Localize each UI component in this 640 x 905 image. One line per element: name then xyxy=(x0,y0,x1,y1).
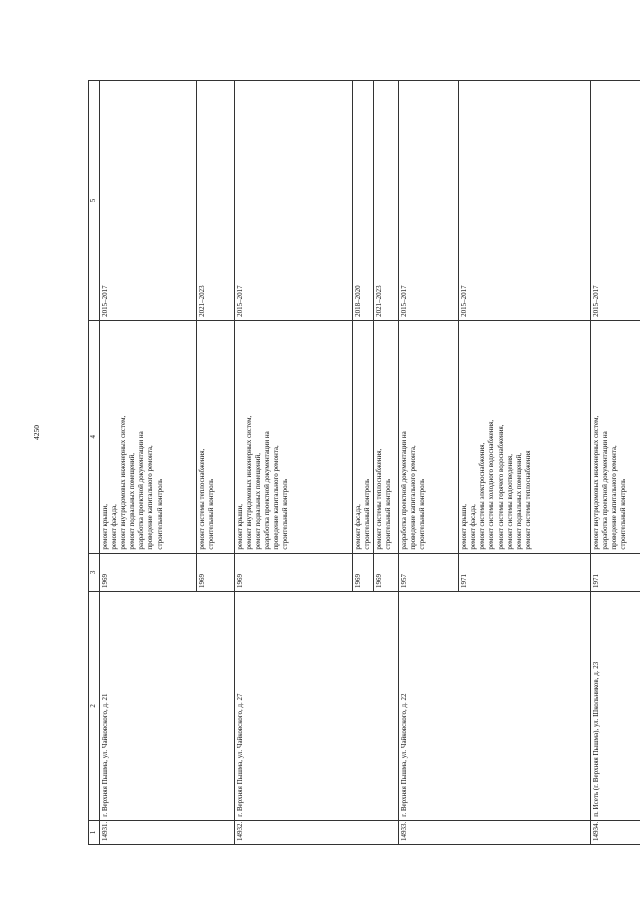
work-item: ремонт внутридомовых инженерных систем, xyxy=(245,415,254,550)
work-list xyxy=(235,320,353,553)
entry-address: г. Верхняя Пышма, ул. Чайковского, д. 27 xyxy=(235,592,399,821)
entry-number: 14934. xyxy=(591,820,640,844)
work-list xyxy=(197,320,235,553)
header-col-4: 4 xyxy=(89,320,100,553)
build-year: 1969 xyxy=(100,553,197,591)
work-item: ремонт подвальных помещений, xyxy=(514,452,523,550)
work-item: ремонт системы холодного водоснабжения, xyxy=(487,419,496,550)
work-list xyxy=(374,320,399,553)
work-item: ремонт фасада, xyxy=(110,504,119,550)
entry-address: г. Верхняя Пышма, ул. Чайковского, д. 21 xyxy=(100,592,235,821)
build-year: 1957 xyxy=(399,553,459,591)
work-item: строительный контроль xyxy=(281,478,290,550)
work-item: ремонт фасада, xyxy=(354,504,362,550)
entry-number: 14933. xyxy=(399,820,591,844)
entry-number: 14931. xyxy=(100,820,235,844)
work-item: ремонт системы теплоснабжения, xyxy=(198,448,206,550)
work-item: ремонт системы электроснабжения, xyxy=(478,442,487,550)
work-item: ремонт системы теплоснабжения, xyxy=(375,448,384,550)
repair-period: 2021–2023 xyxy=(374,81,399,321)
work-list xyxy=(399,320,459,553)
repair-period: 2015–2017 xyxy=(235,81,353,321)
entry-number: 14932. xyxy=(235,820,399,844)
work-item: ремонт подвальных помещений, xyxy=(254,452,263,550)
header-col-3: 3 xyxy=(89,553,100,591)
rotated-table-wrapper xyxy=(88,80,628,845)
repair-period: 2018–2020 xyxy=(353,81,374,321)
page-number-text: 4250 xyxy=(32,425,41,440)
work-item: строительный контроль xyxy=(384,478,393,550)
header-row xyxy=(89,81,100,845)
work-item: строительный контроль xyxy=(418,478,427,550)
build-year: 1969 xyxy=(374,553,399,591)
table-body xyxy=(100,81,640,845)
build-year: 1971 xyxy=(459,553,591,591)
work-item: ремонт системы водоотведения, xyxy=(505,454,514,550)
work-list xyxy=(591,320,640,553)
header-col-1: 1 xyxy=(89,820,100,844)
work-item: строительный контроль xyxy=(363,478,372,550)
table-row xyxy=(591,81,640,845)
work-item: ремонт подвальных помещений, xyxy=(128,452,137,550)
repair-schedule-table xyxy=(88,80,640,845)
build-year: 1969 xyxy=(235,553,353,591)
work-item: разработка проектной документации на xyxy=(137,431,146,550)
work-item: проведение капитального ремонта, xyxy=(146,445,155,550)
header-col-5: 5 xyxy=(89,81,100,321)
work-item: разработка проектной документации на xyxy=(601,431,610,550)
header-col-2: 2 xyxy=(89,592,100,821)
work-item: строительный контроль xyxy=(207,478,216,550)
repair-period: 2015–2017 xyxy=(591,81,640,321)
table-row xyxy=(399,81,459,845)
repair-period: 2021–2023 xyxy=(197,81,235,321)
repair-period: 2015–2017 xyxy=(399,81,459,321)
entry-address: п. Исеть (г. Верхняя Пышма), ул. Школьников, д. 23 xyxy=(591,592,640,821)
work-item: ремонт крыши, xyxy=(236,504,244,550)
work-item: разработка проектной документации на xyxy=(263,431,272,550)
table-row xyxy=(235,81,353,845)
work-list xyxy=(459,320,591,553)
work-item: ремонт системы теплоснабжения xyxy=(523,450,532,550)
work-item: строительный контроль xyxy=(155,478,164,550)
repair-period: 2015–2017 xyxy=(100,81,197,321)
table-header xyxy=(89,81,100,845)
work-item: ремонт внутридомовых инженерных систем, xyxy=(592,415,601,550)
work-list xyxy=(353,320,374,553)
work-list xyxy=(100,320,197,553)
work-item: проведение капитального ремонта, xyxy=(610,445,619,550)
work-item: ремонт крыши, xyxy=(460,504,469,550)
table-row xyxy=(100,81,197,845)
entry-address: г. Верхняя Пышма, ул. Чайковского, д. 22 xyxy=(399,592,591,821)
work-item: проведение капитального ремонта, xyxy=(272,445,281,550)
work-item: ремонт крыши, xyxy=(101,504,109,550)
work-item: проведение капитального ремонта, xyxy=(409,445,418,550)
work-item: ремонт внутридомовых инженерных систем, xyxy=(119,415,128,550)
work-item: разработка проектной документации на xyxy=(400,431,409,550)
work-item: строительный контроль xyxy=(619,478,628,550)
build-year: 1969 xyxy=(353,553,374,591)
work-item: ремонт системы горячего водоснабжения, xyxy=(496,424,505,550)
repair-period: 2015–2017 xyxy=(459,81,591,321)
work-item: ремонт фасада, xyxy=(469,504,478,550)
build-year: 1971 xyxy=(591,553,640,591)
build-year: 1969 xyxy=(197,553,235,591)
